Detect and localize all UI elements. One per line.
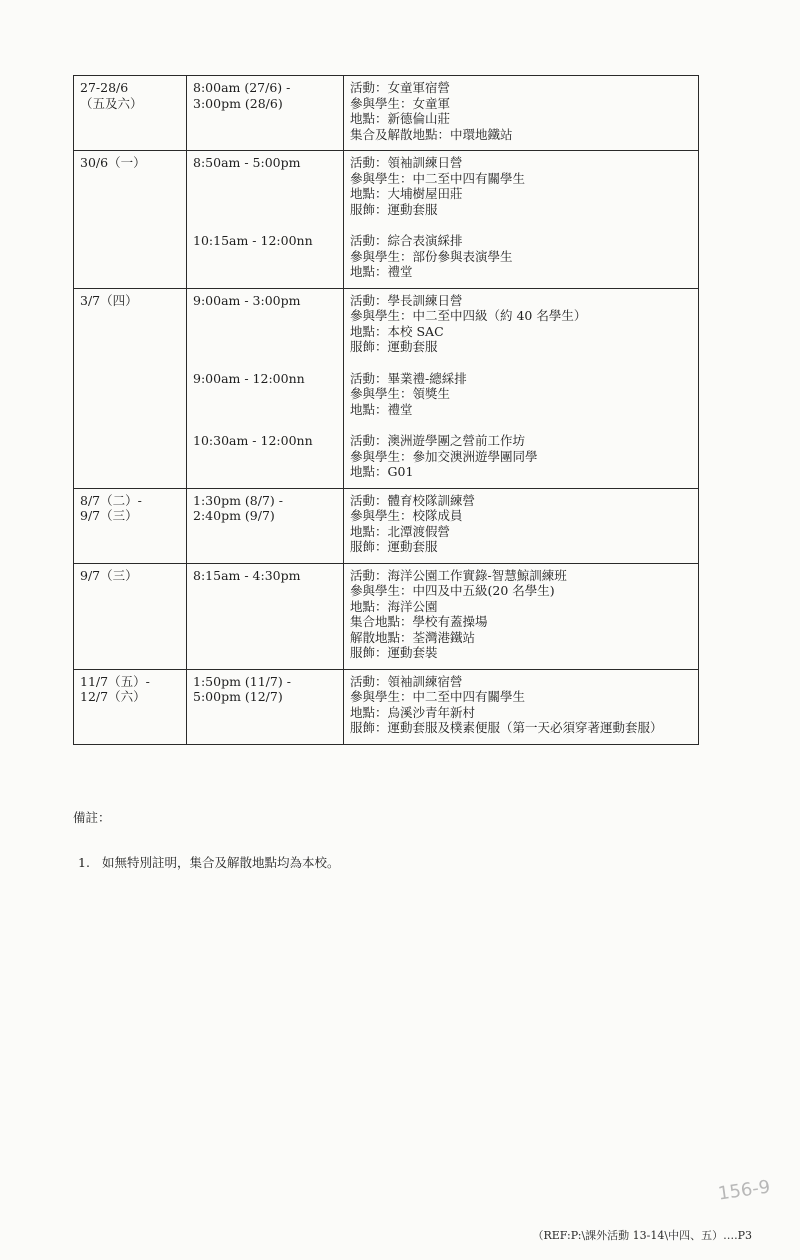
session-block <box>350 155 692 217</box>
time-line: 1:50pm (11/7) - <box>193 673 291 689</box>
detail-line: 活動：澳洲遊學團之營前工作坊 <box>350 433 526 448</box>
note-text: 如無特別註明，集合及解散地點均為本校。 <box>101 855 340 870</box>
session-block <box>350 568 692 661</box>
date-cell <box>74 563 187 669</box>
detail-line: 地點：海洋公園 <box>350 598 438 614</box>
session-block <box>350 493 692 555</box>
time-block <box>193 80 337 142</box>
schedule-table <box>73 75 699 745</box>
date-cell <box>74 669 187 744</box>
details-cell <box>344 288 699 488</box>
detail-line: 參與學生：校隊成員 <box>350 508 463 523</box>
time-block <box>193 674 337 736</box>
schedule-row <box>74 151 699 289</box>
time-block <box>193 155 337 217</box>
session-block <box>350 674 692 736</box>
session-block <box>350 371 692 418</box>
footer-reference: （REF:P:\課外活動 13-14\中四、五）….P3 <box>532 1229 752 1242</box>
time-line: 10:30am - 12:00nn <box>193 433 313 448</box>
detail-line: 參與學生：部份參與表演學生 <box>350 248 513 264</box>
date-cell <box>74 488 187 563</box>
schedule-row <box>74 488 699 563</box>
detail-line: 活動：女童軍宿營 <box>350 80 451 95</box>
detail-line: 地點：本校 SAC <box>350 323 444 339</box>
detail-line: 服飾：運動套服 <box>350 539 438 554</box>
detail-line: 地點：烏溪沙青年新村 <box>350 704 476 720</box>
time-cell <box>187 563 344 669</box>
detail-line: 解散地點：荃灣港鐵站 <box>350 629 476 645</box>
session-spacer <box>193 355 337 371</box>
time-line: 8:50am - 5:00pm <box>193 155 301 170</box>
session-block <box>350 293 692 355</box>
time-block <box>193 371 337 418</box>
details-cell <box>344 151 699 289</box>
detail-line: 活動：學長訓練日營 <box>350 292 463 308</box>
detail-line: 地點：大埔樹屋田莊 <box>350 186 463 201</box>
session-block <box>350 80 692 142</box>
time-block <box>193 433 337 480</box>
detail-line: 服飾：運動套服及樸素便服（第一天必須穿著運動套服） <box>350 720 663 735</box>
details-cell <box>344 76 699 151</box>
schedule-row <box>74 76 699 151</box>
detail-line: 參與學生：中四及中五級(20 名學生) <box>350 583 555 598</box>
detail-line: 活動：綜合表演綵排 <box>350 233 463 248</box>
time-line: 5:00pm (12/7) <box>193 689 283 704</box>
schedule-row <box>74 563 699 669</box>
time-cell <box>187 151 344 289</box>
detail-line: 活動：體育校隊訓練營 <box>350 492 476 508</box>
date-line: 30/6（一） <box>80 155 146 170</box>
detail-line: 地點：禮堂 <box>350 401 413 417</box>
date-cell <box>74 151 187 289</box>
detail-line: 參與學生：中二至中四有關學生 <box>350 170 526 186</box>
details-cell <box>344 669 699 744</box>
detail-line: 集合地點：學校有蓋操場 <box>350 614 488 629</box>
details-cell <box>344 488 699 563</box>
time-block <box>193 493 337 555</box>
time-line: 8:00am (27/6) - <box>193 80 291 95</box>
time-cell <box>187 288 344 488</box>
date-line: 11/7（五）- <box>80 673 150 689</box>
session-spacer <box>193 217 337 233</box>
schedule-body <box>74 76 699 745</box>
date-line: 3/7（四） <box>80 292 138 308</box>
detail-line: 參與學生：參加交澳洲遊學團同學 <box>350 448 538 464</box>
time-cell <box>187 76 344 151</box>
detail-line: 活動：領袖訓練宿營 <box>350 673 463 689</box>
detail-line: 服飾：運動套服 <box>350 201 438 217</box>
date-line: 9/7（三） <box>80 567 138 583</box>
session-spacer <box>350 217 692 233</box>
detail-line: 活動：畢業禮-總綵排 <box>350 370 467 386</box>
time-cell <box>187 488 344 563</box>
detail-line: 地點：新德倫山莊 <box>350 111 451 126</box>
detail-line: 地點：禮堂 <box>350 264 413 279</box>
time-line: 1:30pm (8/7) - <box>193 492 283 508</box>
time-block <box>193 293 337 355</box>
detail-line: 服飾：運動套裝 <box>350 645 438 660</box>
date-line: 9/7（三） <box>80 508 138 523</box>
remarks-label: 備註： <box>73 810 111 825</box>
session-spacer <box>193 417 337 433</box>
session-spacer <box>350 417 692 433</box>
detail-line: 服飾：運動套服 <box>350 339 438 354</box>
time-line: 3:00pm (28/6) <box>193 95 283 111</box>
detail-line: 活動：海洋公園工作實錄-智慧鯨訓練班 <box>350 567 567 583</box>
date-cell <box>74 288 187 488</box>
time-line: 2:40pm (9/7) <box>193 508 275 523</box>
time-line: 9:00am - 12:00nn <box>193 370 305 386</box>
time-line: 8:15am - 4:30pm <box>193 567 301 583</box>
time-block <box>193 568 337 661</box>
date-line: 8/7（二）- <box>80 492 142 508</box>
date-line: （五及六） <box>80 95 143 111</box>
detail-line: 參與學生：領獎生 <box>350 386 451 401</box>
note-item <box>78 853 340 871</box>
detail-line: 地點：G01 <box>350 464 414 479</box>
note-number: 1. <box>78 855 90 870</box>
date-cell <box>74 76 187 151</box>
time-line: 9:00am - 3:00pm <box>193 292 301 308</box>
schedule-row <box>74 669 699 744</box>
date-line: 12/7（六） <box>80 689 146 704</box>
detail-line: 地點：北潭渡假營 <box>350 523 451 539</box>
detail-line: 參與學生：女童軍 <box>350 95 451 111</box>
date-line: 27-28/6 <box>80 80 129 95</box>
details-cell <box>344 563 699 669</box>
detail-line: 參與學生：中二至中四有關學生 <box>350 689 526 704</box>
handwritten-page-number: 156-9 <box>716 1176 772 1205</box>
schedule-row <box>74 288 699 488</box>
session-spacer <box>350 355 692 371</box>
time-line: 10:15am - 12:00nn <box>193 233 313 248</box>
detail-line: 參與學生：中二至中四級（約 40 名學生） <box>350 308 587 323</box>
session-block <box>350 233 692 280</box>
session-block <box>350 433 692 480</box>
time-cell <box>187 669 344 744</box>
detail-line: 活動：領袖訓練日營 <box>350 155 463 170</box>
time-block <box>193 233 337 280</box>
detail-line: 集合及解散地點：中環地鐵站 <box>350 126 513 142</box>
